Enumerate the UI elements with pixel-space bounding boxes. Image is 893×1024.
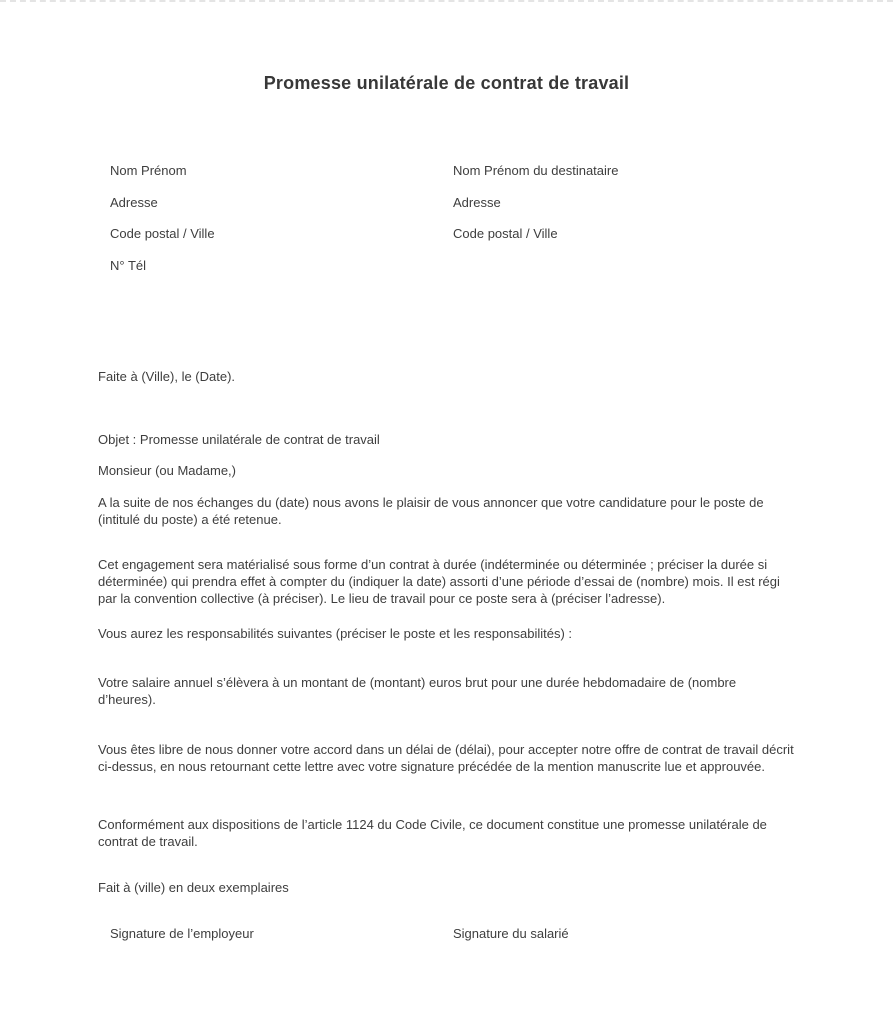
paragraph-responsabilites: Vous aurez les responsabilités suivantes (préciser le poste et les responsabilités) : (98, 626, 573, 641)
page-top-divider (0, 0, 893, 2)
employer-signature-label: Signature de l’employeur (110, 926, 254, 941)
employee-signature-label: Signature du salarié (453, 926, 569, 941)
recipient-address-block (453, 162, 618, 257)
recipient-address-line: Adresse (453, 194, 501, 210)
sender-postal-city-line: Code postal / Ville (110, 226, 215, 241)
sender-phone-line: N° Tél (110, 257, 147, 273)
place-date-line: Faite à (Ville), le (Date). (98, 369, 236, 384)
closing-line: Fait à (ville) en deux exemplaires (98, 880, 289, 895)
subject-line: Objet : Promesse unilatérale de contrat de travail (98, 432, 380, 447)
paragraph-article-1124: Conformément aux dispositions de l’article 1124 du Code Civile, ce document constitue une promesse unilatérale de contrat de travail. (98, 817, 767, 849)
paragraph-accord: Vous êtes libre de nous donner votre accord dans un délai de (délai), pour accepter notre offre de contrat de travail décrit ci-dessus, en nous retournant cette lettre avec votre signature précédée de la mention manuscrite lue et approuvée. (98, 742, 794, 774)
sender-name-line: Nom Prénom (110, 163, 187, 178)
paragraph-salaire: Votre salaire annuel s’élèvera à un montant de (montant) euros brut pour une durée hebdomadaire de (nombre d’heures). (98, 675, 737, 707)
paragraph-candidature: A la suite de nos échanges du (date) nous avons le plaisir de vous annoncer que votre candidature pour le poste de (intitulé du poste) a été retenue. (98, 495, 764, 527)
sender-address-line: Adresse (110, 194, 158, 210)
paragraph-engagement: Cet engagement sera matérialisé sous forme d’un contrat à durée (indéterminée ou déterminée ; préciser la durée si déterminée) qui prendra effet à compter du (indiquer la date) assorti d’une période d’essai de (nombre) mois. Il est régi par la convention collective (à préciser). Le lieu de travail pour ce poste sera à (préciser l’adresse). (98, 557, 780, 606)
recipient-name-line: Nom Prénom du destinataire (453, 163, 619, 178)
salutation-line: Monsieur (ou Madame,) (98, 463, 236, 478)
document-title: Promesse unilatérale de contrat de travail (263, 73, 630, 93)
sender-address-block (110, 162, 215, 288)
recipient-postal-city-line: Code postal / Ville (453, 226, 558, 241)
